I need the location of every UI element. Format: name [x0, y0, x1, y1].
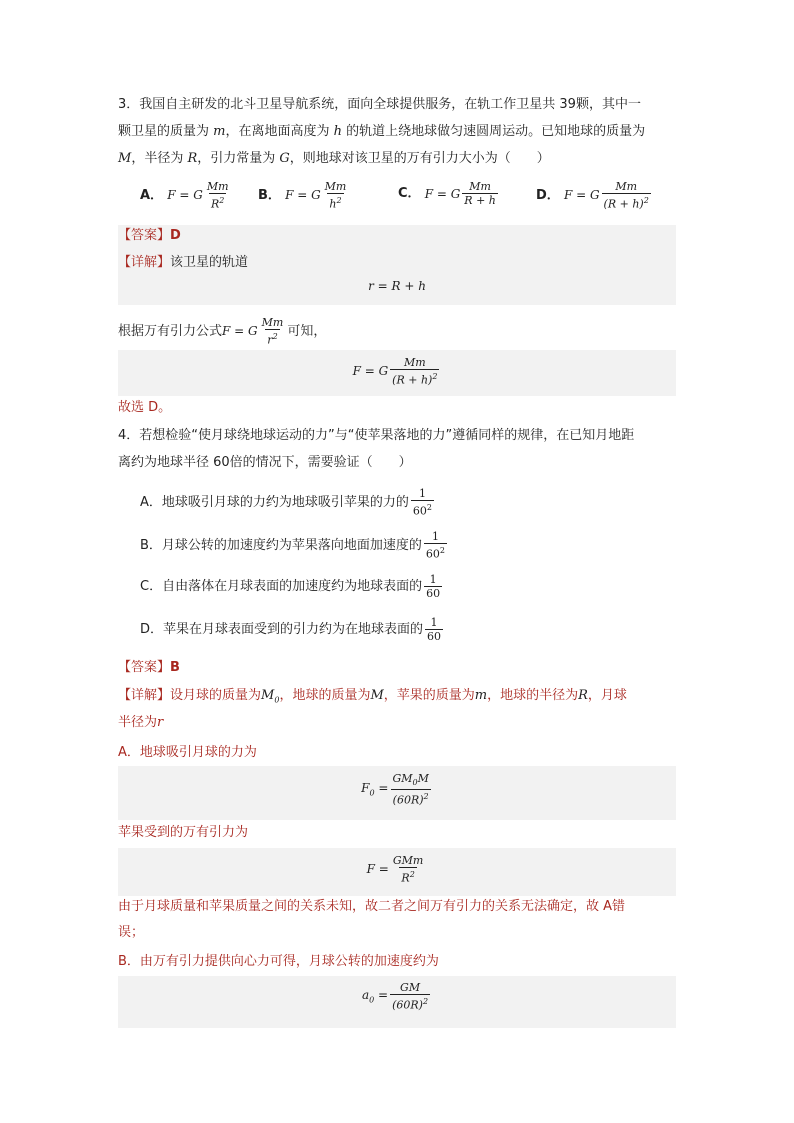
q4-option-b: B．月球公转的加速度约为苹果落向地面加速度的 $\frac{1}{60^2}$: [140, 530, 446, 561]
q4-formula-f0: $F_0$ = $\frac{GM_0M}{(60R)^2}$: [361, 772, 429, 807]
q4-formula-f: F = $\frac{\text{GMm}}{R^2}$: [366, 854, 424, 885]
q3-detail-line2: 根据万有引力公式F = G $\frac{Mm}{r^2}$ 可知，: [118, 316, 327, 347]
q3-conclusion: 故选 D。: [118, 400, 172, 415]
q4-stem-line2: 离约为地球半径 60倍的情况下，需要验证（ ）: [118, 455, 412, 470]
q3-formula-force: F = G $\frac{Mm}{(R + h)^2}$: [352, 356, 438, 387]
q4-option-a: A．地球吸引月球的力约为地球吸引苹果的力的 $\frac{1}{60^2}$: [140, 487, 432, 518]
q4-detail-line1: 【详解】设月球的质量为$M_0$，地球的质量为M，苹果的质量为m，地球的半径为R，月球: [118, 688, 627, 705]
q4-part-a-heading: A．地球吸引月球的力为: [118, 745, 257, 760]
q4-detail-line2: 半径为r: [118, 715, 164, 730]
q4-part-a-conclusion-line2: 误；: [118, 925, 145, 940]
q4-answer: 【答案】B: [118, 660, 180, 675]
q4-option-d: D．苹果在月球表面受到的引力约为在地球表面的 $\frac{1}{60}$: [140, 616, 442, 643]
q4-part-a-conclusion-line1: 由于月球质量和苹果质量之间的关系未知，故二者之间万有引力的关系无法确定，故 A错: [118, 899, 626, 914]
q4-formula-a0: $a_0$ = $\frac{GM}{(60R)^2}$: [361, 981, 429, 1012]
q3-answer: 【答案】D: [118, 228, 181, 243]
q4-stem-line1: 4．若想检验“使月球绕地球运动的力”与“使苹果落地的力”遵循同样的规律，在已知月地距: [118, 428, 635, 443]
q3-option-c: C． F = G $\frac{Mm}{R + h}$: [398, 180, 496, 207]
q3-option-b: B． F = G $\frac{Mm}{h^2}$: [258, 180, 347, 211]
q3-detail-line1: 【详解】该卫星的轨道: [118, 255, 249, 270]
q3-option-d: D． F = G $\frac{Mm}{(R + h)^2}$: [536, 180, 649, 211]
q3-option-a: A． F = G $\frac{Mm}{R^2}$: [140, 180, 229, 211]
q4-apple-force-text: 苹果受到的万有引力为: [118, 825, 249, 840]
q3-stem-line2: 颗卫星的质量为 m，在离地面高度为 h 的轨道上绕地球做匀速圆周运动。已知地球的质量为: [118, 124, 646, 139]
q3-stem-line1: 3．我国自主研发的北斗卫星导航系统，面向全球提供服务，在轨工作卫星共 39颗，其中一: [118, 97, 641, 112]
q4-option-c: C．自由落体在月球表面的加速度约为地球表面的 $\frac{1}{60}$: [140, 573, 441, 600]
q3-stem-line3: M，半径为 R，引力常量为 G，则地球对该卫星的万有引力大小为（ ）: [118, 151, 550, 166]
q3-formula-orbit: r = R + h: [368, 278, 426, 293]
q4-part-b-heading: B．由万有引力提供向心力可得，月球公转的加速度约为: [118, 954, 439, 969]
